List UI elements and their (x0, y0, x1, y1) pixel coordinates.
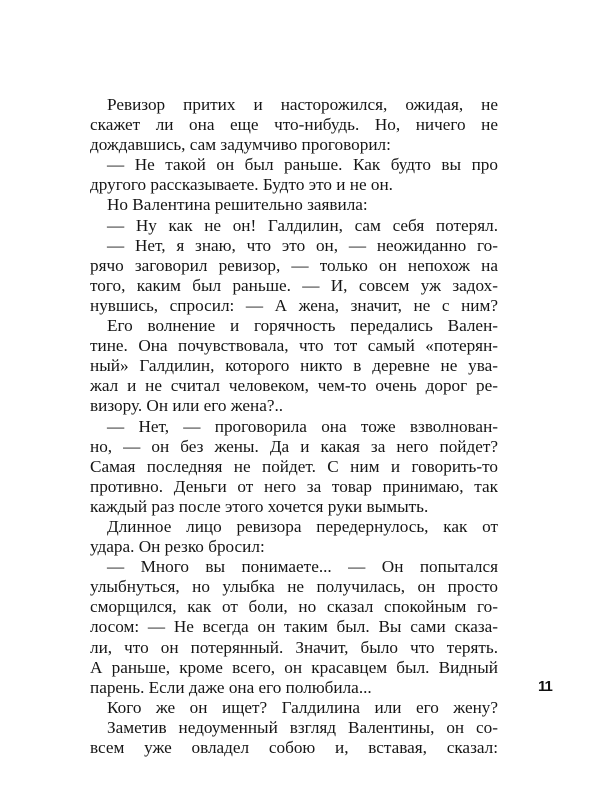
text-line: лосом: — Не всегда он таким был. Вы сами сказа- (90, 617, 498, 637)
text-line: противно. Деньги от него за товар принимаю, так (90, 476, 498, 496)
text-line: тине. Она почувствовала, что тот самый «потерян- (90, 336, 498, 356)
text-line: но, — он без жены. Да и какая за него пойдет? (90, 436, 498, 456)
text-line: А раньше, кроме всего, он красавцем был. Видный (90, 657, 498, 677)
text-line: всем уже овладел собою и, вставая, сказал: (90, 738, 498, 757)
text-line: ный» Галдилин, которого никто в деревне не ува- (90, 356, 498, 376)
text-line: — Ну как не он! Галдилин, сам себя потерял. (107, 215, 498, 235)
text-line: сморщился, как от боли, но сказал спокойным го- (90, 597, 498, 617)
text-line: скажет ли она еще что-нибудь. Но, ничего не (90, 115, 498, 135)
text-line: Кого же он ищет? Галдилина или его жену? (107, 697, 498, 717)
text-line: — Не такой он был раньше. Как будто вы про (107, 155, 498, 175)
text-line: улыбнуться, но улыбка не получилась, он просто (90, 577, 498, 597)
text-line: Его волнение и горячность передались Вален- (107, 316, 498, 336)
text-line: удара. Он резко бросил: (90, 537, 265, 557)
text-line: каждый раз после этого хочется руки вымыть. (90, 496, 429, 516)
text-line: — Много вы понимаете... — Он попытался (107, 557, 498, 577)
text-line: — Нет, я знаю, что это он, — неожиданно го- (107, 235, 498, 255)
text-line: визору. Он или его жена?.. (90, 396, 284, 416)
text-line: — Нет, — проговорила она тоже взволнован- (107, 416, 498, 436)
text-line: жал и не считал человеком, чем-то очень дорог ре- (90, 376, 498, 396)
text-line: рячо заговорил ревизор, — только он непохож на (90, 255, 498, 275)
text-line: Длинное лицо ревизора передернулось, как от (107, 516, 498, 536)
text-line: Ревизор притих и насторожился, ожидая, не (107, 95, 498, 114)
text-line: того, каким был раньше. — И, совсем уж задох- (90, 275, 498, 295)
text-line: парень. Если даже она его полюбила... (90, 677, 372, 697)
text-line: Самая последняя не пойдет. С ним и говорить-то (90, 456, 498, 476)
text-line: ли, что он потерянный. Значит, было что терять. (90, 637, 498, 657)
text-line: другого рассказываете. Будто это и не он. (90, 175, 393, 195)
text-line: дождавшись, сам задумчиво проговорил: (90, 135, 391, 155)
text-line: Но Валентина решительно заявила: (107, 195, 368, 215)
text-line: Заметив недоуменный взгляд Валентины, он со- (107, 717, 498, 737)
body-text (90, 95, 498, 758)
page-number: 11 (538, 678, 552, 695)
text-line: нувшись, спросил: — А жена, значит, не с ним? (90, 295, 498, 315)
